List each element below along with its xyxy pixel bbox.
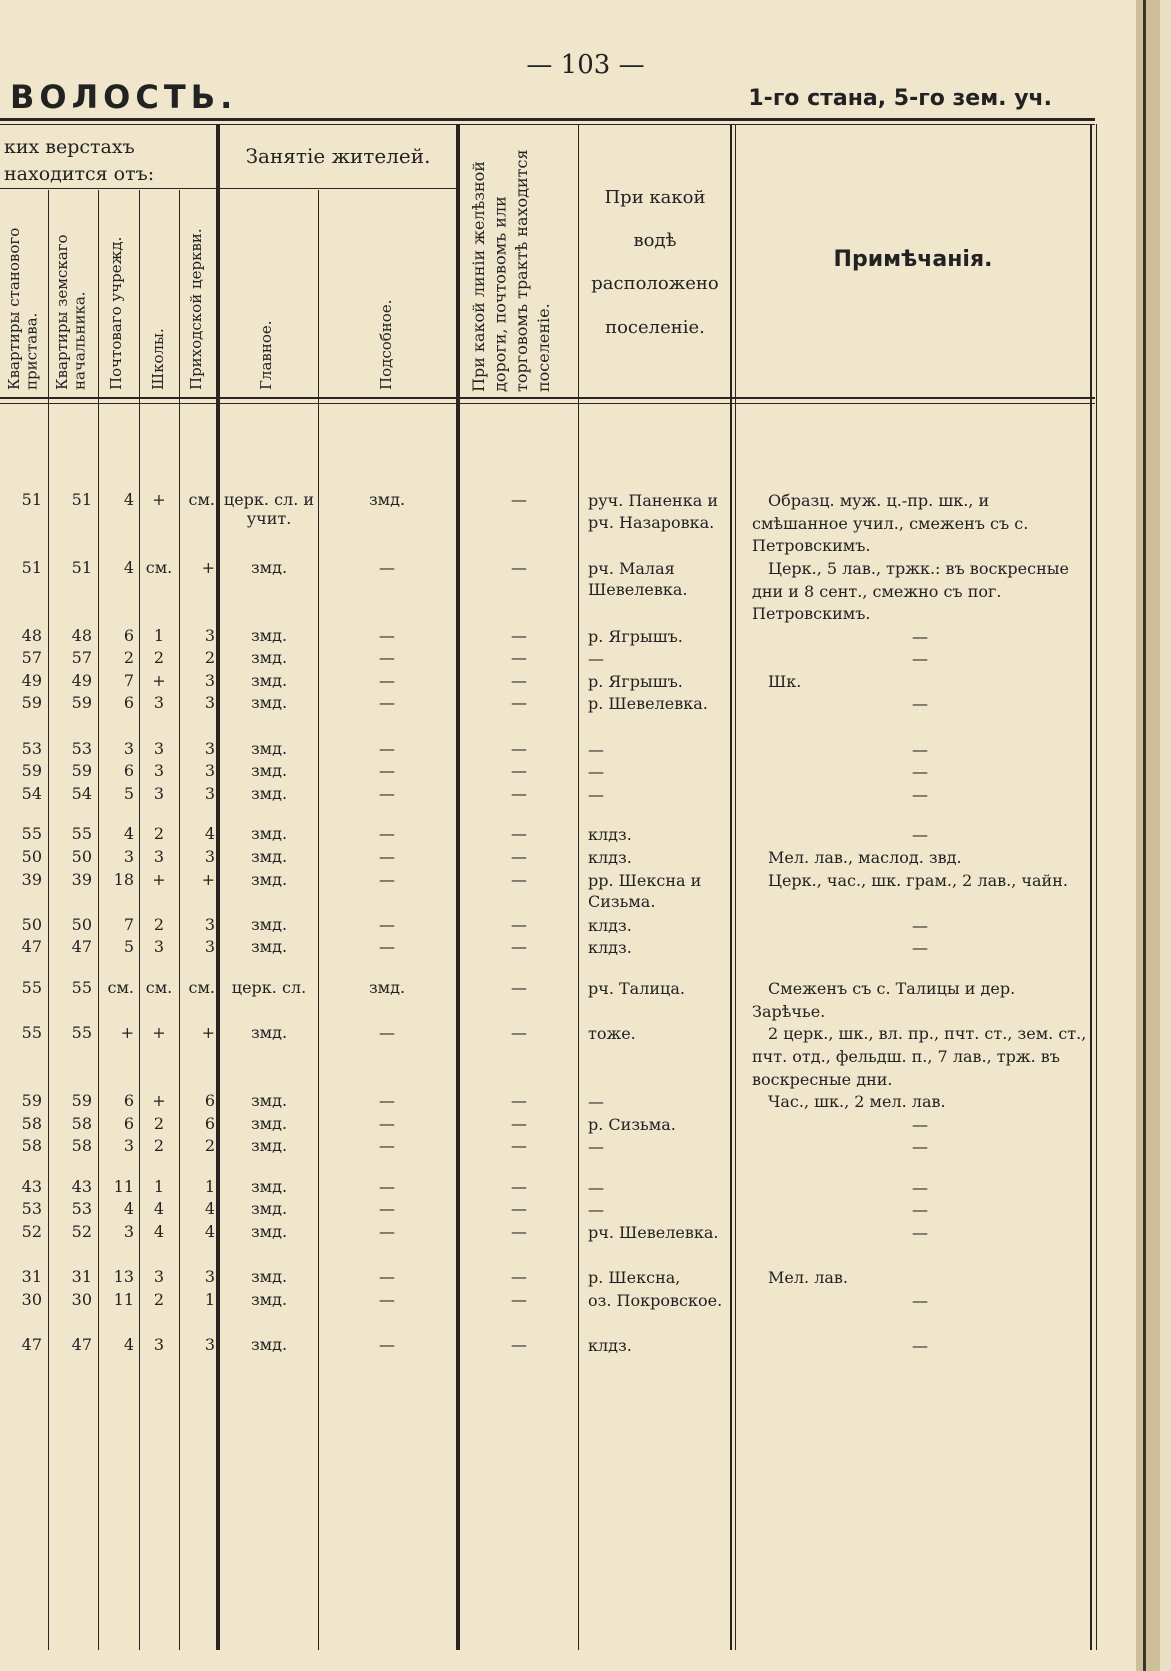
cell-side-occ: —	[379, 625, 395, 645]
cell-school: +	[152, 869, 166, 889]
cell-water: оз. Покровское.	[588, 1290, 723, 1310]
cell-zemsky: 58	[71, 1113, 92, 1133]
cell-water: руч. Паненка и рч. Назаровка.	[588, 491, 718, 532]
cell-stanovoy: 43	[21, 1176, 42, 1196]
cell-school: 2	[153, 1113, 165, 1133]
cell-church: 1	[204, 1176, 215, 1196]
cell-water: рч. Шевелевка.	[588, 1223, 719, 1242]
cell-school: 1	[153, 625, 165, 645]
table-row	[0, 937, 1100, 960]
cell-school: 3	[153, 1335, 165, 1354]
cell-notes: —	[912, 739, 928, 759]
cell-post: см.	[107, 978, 134, 997]
table-row	[0, 1114, 1100, 1137]
cell-side-occ: —	[379, 1289, 395, 1309]
cell-main-occ: змд.	[250, 847, 288, 866]
cell-school: 4	[153, 1222, 165, 1241]
cell-road: —	[511, 1267, 527, 1287]
cell-stanovoy: 55	[21, 978, 42, 997]
cell-school: 2	[153, 648, 165, 668]
cell-zemsky: 55	[71, 978, 92, 997]
cell-zemsky: 50	[71, 847, 92, 866]
cell-road: —	[511, 1199, 527, 1219]
cell-main-occ: змд.	[250, 1113, 288, 1133]
cell-stanovoy: 59	[21, 761, 42, 781]
cell-side-occ: —	[379, 1136, 395, 1156]
cell-water: рч. Талица.	[588, 979, 685, 998]
cell-zemsky: 53	[71, 1199, 92, 1219]
cell-notes: —	[912, 1114, 928, 1134]
cell-post: 4	[123, 1199, 134, 1219]
cell-zemsky: 59	[71, 693, 92, 713]
cell-road: —	[511, 557, 527, 577]
cell-zemsky: 59	[71, 1091, 92, 1110]
cell-stanovoy: 51	[21, 490, 42, 509]
cell-stanovoy: 57	[21, 648, 42, 668]
rule-occupation	[216, 188, 456, 189]
cell-church: 3	[204, 847, 215, 866]
cell-side-occ: —	[379, 1091, 395, 1110]
cell-side-occ: змд.	[368, 978, 406, 997]
cell-church: 3	[204, 914, 215, 934]
cell-post: 4	[123, 824, 134, 844]
cell-school: 2	[153, 1136, 165, 1156]
cell-post: 18	[113, 869, 134, 889]
cell-school: см.	[145, 978, 173, 997]
rule-top	[0, 118, 1095, 121]
table-row	[0, 1199, 1100, 1222]
cell-post: 6	[123, 625, 134, 645]
cell-water: —	[588, 762, 604, 782]
cell-post: 3	[123, 738, 134, 758]
cell-church: 1	[204, 1289, 215, 1309]
cell-notes: —	[912, 915, 928, 935]
cell-main-occ: змд.	[250, 869, 288, 889]
cell-water: —	[588, 739, 604, 759]
cell-water: клдз.	[588, 848, 632, 867]
cell-zemsky: 57	[71, 648, 92, 668]
cell-road: —	[511, 1289, 527, 1309]
cell-zemsky: 51	[71, 557, 92, 577]
cell-road: —	[511, 978, 527, 997]
cell-water: клдз.	[588, 938, 632, 958]
cell-zemsky: 59	[71, 761, 92, 781]
cell-zemsky: 51	[71, 490, 92, 509]
cell-water: тоже.	[588, 1024, 636, 1044]
cell-main-occ: змд.	[250, 937, 288, 957]
table-row	[0, 847, 1100, 870]
table-row	[0, 1091, 1100, 1114]
cell-notes: —	[912, 762, 928, 782]
cell-post: 5	[123, 783, 134, 803]
cell-water: р. Сизьма.	[588, 1114, 676, 1134]
cell-church: 3	[204, 738, 215, 758]
cell-notes: Церк., 5 лав., тржк.: въ воскресные дни и 8 сент., смежно съ пог. Петровскимъ.	[752, 558, 1069, 624]
cell-main-occ: змд.	[250, 1136, 288, 1156]
cell-notes: —	[912, 1137, 928, 1157]
page-spine	[1136, 0, 1160, 1671]
table-row	[0, 1177, 1100, 1200]
table-row	[0, 824, 1100, 847]
cell-zemsky: 49	[71, 670, 92, 690]
cell-road: —	[511, 1222, 527, 1241]
page-number: — 103 —	[526, 50, 645, 80]
cell-main-occ: змд.	[250, 648, 288, 668]
cell-road: —	[511, 1335, 527, 1354]
header-school: Школы.	[149, 328, 167, 390]
table-row	[0, 693, 1100, 738]
cell-main-occ: змд.	[250, 1222, 288, 1241]
header-stanovoy: Квартиры станового пристава.	[5, 227, 41, 390]
cell-church: 3	[204, 761, 215, 781]
cell-school: 3	[153, 761, 165, 781]
cell-road: —	[511, 738, 527, 758]
cell-church: 6	[204, 1091, 215, 1110]
cell-stanovoy: 58	[21, 1136, 42, 1156]
cell-road: —	[511, 693, 527, 713]
cell-stanovoy: 50	[21, 847, 42, 866]
cell-notes: —	[912, 694, 928, 714]
cell-water: —	[588, 1200, 604, 1220]
cell-zemsky: 48	[71, 625, 92, 645]
cell-zemsky: 43	[71, 1176, 92, 1196]
table-row	[0, 1136, 1100, 1159]
cell-notes: —	[912, 1223, 928, 1242]
cell-notes: —	[912, 1200, 928, 1220]
cell-church: 4	[204, 1199, 215, 1219]
cell-post: 11	[113, 1289, 134, 1309]
cell-main-occ: змд.	[250, 1023, 288, 1043]
cell-side-occ: —	[379, 693, 395, 713]
cell-water: —	[588, 1177, 604, 1197]
cell-zemsky: 47	[71, 1335, 92, 1354]
cell-church: 3	[204, 1267, 215, 1287]
cell-post: 5	[123, 937, 134, 957]
cell-main-occ: змд.	[250, 914, 288, 934]
cell-zemsky: 52	[71, 1222, 92, 1241]
cell-side-occ: —	[379, 1176, 395, 1196]
cell-church: 3	[204, 783, 215, 803]
spine-line	[1143, 0, 1146, 1671]
cell-school: 3	[153, 738, 165, 758]
cell-school: +	[152, 1091, 166, 1110]
cell-main-occ: змд.	[250, 557, 288, 577]
cell-stanovoy: 55	[21, 824, 42, 844]
cell-water: рч. Малая Шевелевка.	[588, 558, 688, 600]
cell-road: —	[511, 824, 527, 844]
cell-water: р. Шевелевка.	[588, 694, 708, 714]
cell-church: 3	[204, 1335, 215, 1354]
cell-post: 7	[123, 914, 134, 934]
table-row	[0, 558, 1100, 626]
cell-church: 2	[204, 648, 215, 668]
cell-stanovoy: 55	[21, 1023, 42, 1043]
cell-water: —	[588, 1092, 604, 1111]
cell-side-occ: —	[379, 648, 395, 668]
cell-stanovoy: 59	[21, 693, 42, 713]
cell-church: 6	[204, 1113, 215, 1133]
cell-notes: —	[912, 1290, 928, 1310]
cell-stanovoy: 31	[21, 1267, 42, 1287]
cell-church: 3	[204, 670, 215, 690]
cell-notes: —	[912, 626, 928, 646]
table-row	[0, 1267, 1100, 1290]
cell-main-occ: змд.	[250, 1199, 288, 1219]
cell-side-occ: —	[379, 937, 395, 957]
cell-side-occ: змд.	[368, 490, 406, 509]
cell-water: р. Ягрышъ.	[588, 671, 683, 691]
cell-notes: —	[912, 1336, 928, 1355]
cell-post: 3	[123, 847, 134, 866]
cell-zemsky: 54	[71, 783, 92, 803]
cell-notes: —	[912, 1177, 928, 1197]
cell-zemsky: 50	[71, 914, 92, 934]
cell-church: см.	[188, 978, 215, 997]
cell-main-occ: змд.	[250, 1289, 288, 1309]
cell-road: —	[511, 625, 527, 645]
header-notes: Примѣчанія.	[833, 247, 993, 272]
header-side-occ: Подсобное.	[377, 299, 395, 390]
cell-notes: —	[912, 649, 928, 669]
cell-post: 6	[123, 1091, 134, 1110]
cell-school: 2	[153, 824, 165, 844]
cell-zemsky: 53	[71, 738, 92, 758]
cell-notes: —	[912, 938, 928, 958]
cell-road: —	[511, 1176, 527, 1196]
cell-water: клдз.	[588, 915, 632, 935]
cell-side-occ: —	[379, 557, 395, 577]
table-row	[0, 739, 1100, 762]
cell-post: 3	[123, 1222, 134, 1241]
cell-school: 3	[153, 847, 165, 866]
table-row	[0, 626, 1100, 649]
table-row	[0, 915, 1100, 938]
cell-post: 2	[123, 648, 134, 668]
cell-post: 3	[123, 1136, 134, 1156]
cell-school: +	[152, 670, 166, 690]
cell-post: 11	[113, 1176, 134, 1196]
cell-stanovoy: 53	[21, 738, 42, 758]
header-church: Приходской церкви.	[187, 228, 205, 390]
cell-stanovoy: 50	[21, 914, 42, 934]
cell-side-occ: —	[379, 824, 395, 844]
cell-stanovoy: 47	[21, 937, 42, 957]
rule-top-thin	[0, 124, 1095, 125]
rule-header-bottom	[0, 397, 1095, 399]
cell-road: —	[511, 937, 527, 957]
cell-road: —	[511, 490, 527, 509]
cell-road: —	[511, 869, 527, 889]
cell-post: 6	[123, 1113, 134, 1133]
cell-zemsky: 30	[71, 1289, 92, 1309]
cell-zemsky: 31	[71, 1267, 92, 1287]
cell-water: клдз.	[588, 1336, 632, 1355]
cell-side-occ: —	[379, 869, 395, 889]
cell-notes: Церк., час., шк. грам., 2 лав., чайн.	[768, 870, 1068, 890]
cell-notes: 2 церк., шк., вл. пр., пчт. ст., зем. ст., пчт. отд., фельдш. п., 7 лав., трж. въ воскресные дни.	[752, 1024, 1087, 1089]
cell-post: 6	[123, 761, 134, 781]
cell-stanovoy: 51	[21, 557, 42, 577]
header-water: При какой водѣ расположено поселеніе.	[591, 187, 719, 338]
cell-road: —	[511, 1023, 527, 1043]
cell-side-occ: —	[379, 783, 395, 803]
table-row	[0, 784, 1100, 807]
cell-post: 6	[123, 693, 134, 713]
cell-notes: Мел. лав., маслод. звд.	[768, 848, 962, 867]
cell-stanovoy: 47	[21, 1335, 42, 1354]
cell-main-occ: змд.	[250, 1267, 288, 1287]
cell-stanovoy: 49	[21, 670, 42, 690]
header-distance-group: ких верстахъ находится отъ:	[4, 136, 155, 185]
cell-notes: —	[912, 784, 928, 804]
cell-side-occ: —	[379, 1113, 395, 1133]
rule-subhead	[0, 188, 216, 189]
cell-church: 3	[204, 693, 215, 713]
cell-road: —	[511, 761, 527, 781]
cell-stanovoy: 54	[21, 783, 42, 803]
cell-side-occ: —	[379, 1023, 395, 1043]
cell-church: +	[201, 1023, 215, 1043]
cell-zemsky: 47	[71, 937, 92, 957]
cell-zemsky: 55	[71, 824, 92, 844]
cell-water: —	[588, 784, 604, 804]
cell-main-occ: церк. сл.	[231, 978, 307, 997]
header-occupation-group: Занятіе жителей.	[245, 144, 431, 168]
cell-church: +	[201, 869, 215, 889]
cell-stanovoy: 52	[21, 1222, 42, 1241]
cell-notes: Образц. муж. ц.-пр. шк., и смѣшанное учил., смеженъ съ с. Петровскимъ.	[752, 491, 1029, 556]
table-row	[0, 671, 1100, 694]
cell-road: —	[511, 670, 527, 690]
cell-church: 3	[204, 937, 215, 957]
cell-main-occ: змд.	[250, 761, 288, 781]
cell-side-occ: —	[379, 914, 395, 934]
cell-school: 3	[153, 937, 165, 957]
header-right-title: 1-го стана, 5-го зем. уч.	[748, 86, 1052, 111]
cell-main-occ: змд.	[250, 1176, 288, 1196]
cell-side-occ: —	[379, 1335, 395, 1354]
cell-notes: Мел. лав.	[768, 1268, 848, 1288]
cell-water: клдз.	[588, 825, 632, 845]
table-row	[0, 1023, 1100, 1091]
header-zemsky: Квартиры земскаго начальника.	[53, 234, 89, 390]
cell-post: +	[120, 1023, 134, 1043]
cell-stanovoy: 39	[21, 869, 42, 889]
cell-water: —	[588, 1137, 604, 1157]
cell-zemsky: 39	[71, 869, 92, 889]
cell-road: —	[511, 847, 527, 866]
cell-road: —	[511, 1113, 527, 1133]
cell-notes: —	[912, 825, 928, 845]
cell-road: —	[511, 1136, 527, 1156]
cell-church: 2	[204, 1136, 215, 1156]
cell-post: 4	[123, 490, 134, 509]
cell-side-occ: —	[379, 761, 395, 781]
table-row	[0, 1222, 1100, 1267]
cell-road: —	[511, 914, 527, 934]
cell-main-occ: змд.	[250, 1335, 288, 1354]
cell-school: 2	[153, 914, 165, 934]
cell-zemsky: 58	[71, 1136, 92, 1156]
cell-main-occ: змд.	[250, 693, 288, 713]
cell-side-occ: —	[379, 670, 395, 690]
cell-school: 3	[153, 693, 165, 713]
cell-side-occ: —	[379, 738, 395, 758]
table-row	[0, 761, 1100, 784]
cell-school: +	[152, 1023, 166, 1043]
cell-notes: Шк.	[768, 671, 802, 691]
cell-post: 7	[123, 670, 134, 690]
cell-school: 4	[153, 1199, 165, 1219]
table-row	[0, 648, 1100, 671]
table-row	[0, 1335, 1100, 1358]
table-row	[0, 978, 1100, 1023]
cell-road: —	[511, 648, 527, 668]
cell-water: рр. Шексна и Сизьма.	[588, 870, 702, 912]
cell-school: 3	[153, 1267, 165, 1287]
cell-church: +	[201, 557, 215, 577]
header-left-title: ВОЛОСТЬ.	[10, 78, 238, 116]
cell-school: 2	[153, 1289, 165, 1309]
cell-water: —	[588, 649, 604, 669]
cell-main-occ: церк. сл. и учит.	[223, 490, 315, 528]
cell-main-occ: змд.	[250, 670, 288, 690]
rule-header-bottom-2	[0, 403, 1095, 404]
cell-post: 4	[123, 557, 134, 577]
cell-side-occ: —	[379, 1267, 395, 1287]
cell-church: 4	[204, 1222, 215, 1241]
cell-main-occ: змд.	[250, 824, 288, 844]
cell-side-occ: —	[379, 1199, 395, 1219]
cell-post: 13	[113, 1267, 134, 1287]
cell-road: —	[511, 783, 527, 803]
table-row	[0, 1290, 1100, 1335]
cell-church: см.	[188, 490, 215, 509]
cell-school: 1	[153, 1176, 165, 1196]
cell-road: —	[511, 1091, 527, 1110]
cell-notes: Час., шк., 2 мел. лав.	[768, 1092, 946, 1111]
cell-zemsky: 55	[71, 1023, 92, 1043]
table-row	[0, 490, 1100, 558]
cell-main-occ: змд.	[250, 738, 288, 758]
table-row	[0, 870, 1100, 915]
cell-water: р. Ягрышъ.	[588, 626, 683, 646]
cell-water: р. Шексна,	[588, 1268, 681, 1288]
cell-stanovoy: 53	[21, 1199, 42, 1219]
cell-side-occ: —	[379, 1222, 395, 1241]
cell-notes: Смеженъ съ с. Талицы и дер. Зарѣчье.	[752, 979, 1016, 1021]
cell-main-occ: змд.	[250, 625, 288, 645]
cell-stanovoy: 59	[21, 1091, 42, 1110]
cell-stanovoy: 48	[21, 625, 42, 645]
cell-church: 4	[204, 824, 215, 844]
cell-main-occ: змд.	[250, 1091, 288, 1110]
cell-stanovoy: 58	[21, 1113, 42, 1133]
header-road: При какой линіи желѣзной дороги, почтовомъ или торговомъ трактѣ находится поселеніе.	[469, 149, 553, 392]
cell-school: +	[152, 490, 166, 509]
cell-side-occ: —	[379, 847, 395, 866]
cell-church: 3	[204, 625, 215, 645]
header-post: Почтоваго учрежд.	[107, 236, 125, 390]
cell-main-occ: змд.	[250, 783, 288, 803]
cell-school: см.	[145, 557, 173, 577]
header-main-occ: Главное.	[257, 320, 275, 390]
cell-school: 3	[153, 783, 165, 803]
cell-stanovoy: 30	[21, 1289, 42, 1309]
cell-post: 4	[123, 1335, 134, 1354]
